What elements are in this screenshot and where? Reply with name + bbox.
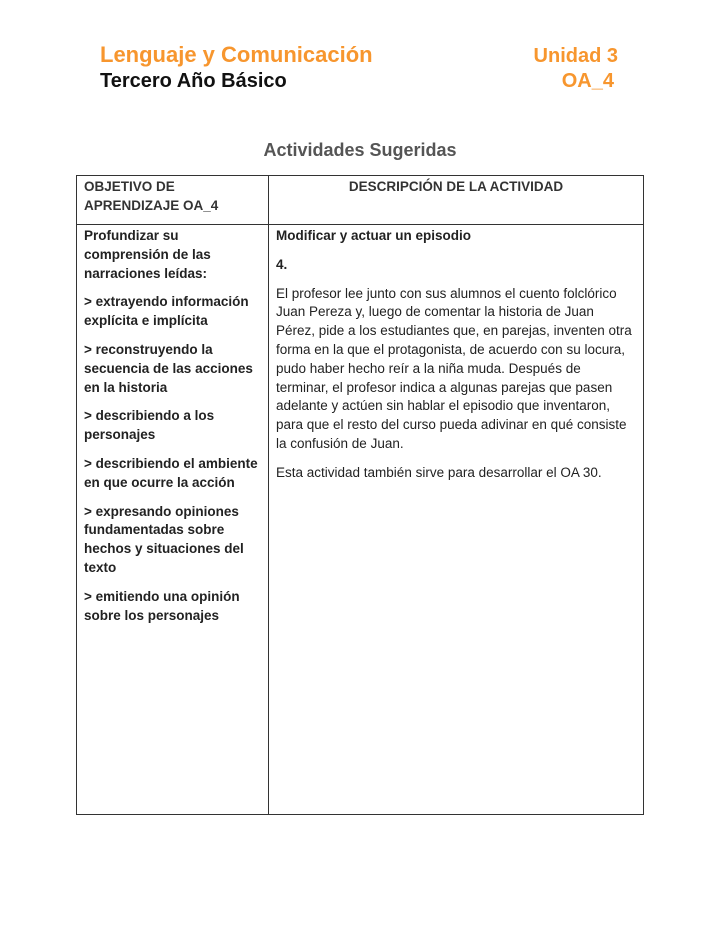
activity-paragraph: Esta actividad también sirve para desarrollar el OA 30. (276, 464, 602, 480)
grade-title: Tercero Año Básico (100, 70, 287, 92)
subject-title: Lenguaje y Comunicación (100, 42, 373, 67)
objective-item: > expresando opiniones fundamentadas sobre hechos y situaciones del texto (84, 503, 244, 575)
activity-paragraph: El profesor lee junto con sus alumnos el cuento folclórico Juan Pereza y, luego de comentar la historia de Juan Pérez, pide a los estudiantes que, en parejas, inventen otra forma en la que el protagonista, de acuerdo con su locura, pudo haber hecho reír a la niña muda. Después de terminar, el profesor indica a algunas parejas que pasen adelante y actúen sin hablar el episodio que inventaron, para que el resto del curso pueda adivinar en qué consiste la confusión de Juan. (276, 285, 632, 451)
activities-table (76, 175, 644, 815)
table-row (77, 225, 644, 815)
unit-label: Unidad 3 (533, 45, 618, 67)
objective-item: Profundizar su comprensión de las narraciones leídas: (84, 228, 211, 281)
objective-item: > describiendo a los personajes (84, 408, 215, 443)
objective-item: > emitiendo una opinión sobre los personajes (84, 588, 240, 623)
activity-title: Modificar y actuar un episodio (276, 228, 472, 243)
header-description: DESCRIPCIÓN DE LA ACTIVIDAD (269, 176, 644, 225)
section-title: Actividades Sugeridas (263, 140, 457, 160)
table-header-row (77, 176, 644, 225)
oa-label: OA_4 (561, 70, 614, 92)
objective-item: > reconstruyendo la secuencia de las acciones en la historia (84, 341, 253, 395)
objective-item: > describiendo el ambiente en que ocurre la acción (84, 455, 258, 490)
header-objective: OBJETIVO DE APRENDIZAJE OA_4 (77, 176, 269, 225)
objective-item: > extrayendo información explícita e implícita (84, 294, 249, 329)
activity-cell (269, 225, 644, 815)
activity-number: 4. (276, 256, 288, 272)
objective-cell (77, 225, 269, 815)
